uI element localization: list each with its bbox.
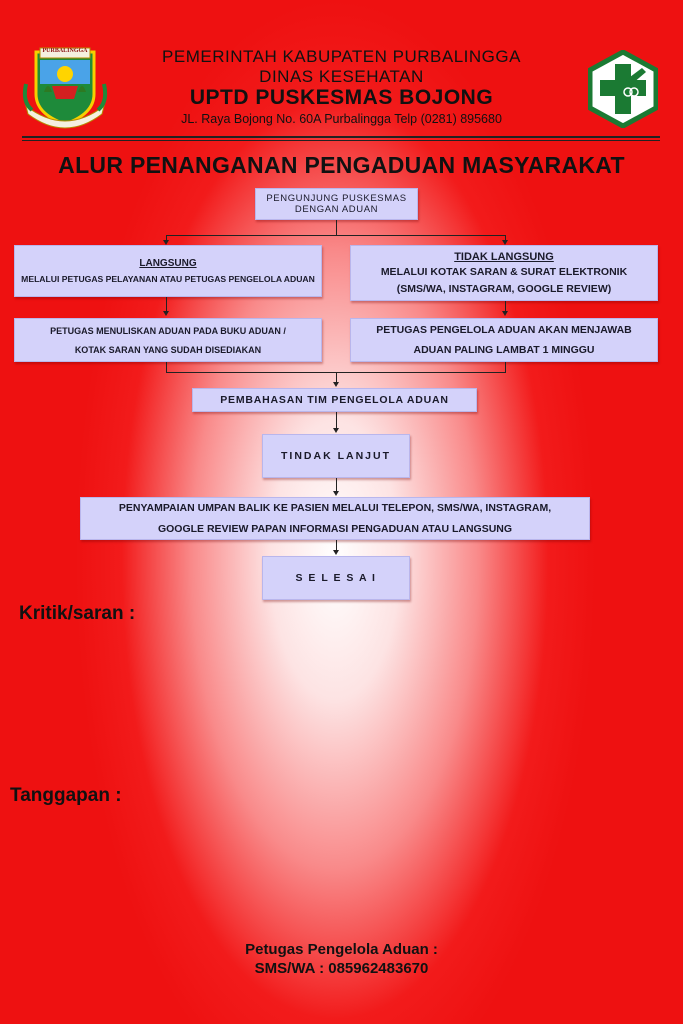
right-branch-desc-line1: MELALUI KOTAK SARAN & SURAT ELEKTRONIK: [380, 266, 628, 278]
arrow-icon: [333, 550, 339, 555]
arrow-icon: [163, 311, 169, 316]
crest-banner-text: PURBALINGGA: [42, 48, 88, 54]
header-divider: [22, 136, 660, 138]
page-title: ALUR PENANGANAN PENGADUAN MASYARAKAT: [58, 152, 625, 178]
flow-start-line1: PENGUNJUNG PUSKESMAS: [266, 193, 407, 204]
follow-up-box: [262, 434, 410, 478]
connector: [505, 362, 506, 372]
feedback-box: [80, 497, 590, 540]
discussion-box: [192, 388, 477, 412]
footer-line-1: Petugas Pengelola Aduan :: [245, 941, 438, 958]
header-line-2: DINAS KESEHATAN: [259, 67, 424, 86]
header-line-1: PEMERINTAH KABUPATEN PURBALINGGA: [162, 47, 521, 66]
left-branch-desc: MELALUI PETUGAS PELAYANAN ATAU PETUGAS PENGELOLA ADUAN: [21, 274, 315, 284]
end-box: [262, 556, 410, 600]
discussion-text: PEMBAHASAN TIM PENGELOLA ADUAN: [220, 394, 449, 406]
left-step-line2: KOTAK SARAN YANG SUDAH DISEDIAKAN: [74, 344, 262, 355]
arrow-icon: [333, 428, 339, 433]
connector: [336, 478, 337, 491]
left-step-line1: PETUGAS MENULISKAN ADUAN PADA BUKU ADUAN /: [50, 325, 286, 336]
follow-up-text: TINDAK LANJUT: [281, 450, 391, 462]
connector: [336, 220, 337, 235]
arrow-icon: [502, 311, 508, 316]
right-branch-desc-line2: (SMS/WA, INSTAGRAM, GOOGLE REVIEW): [396, 283, 612, 295]
header-address: JL. Raya Bojong No. 60A Purbalingga Telp (0281) 895680: [181, 112, 502, 126]
end-text: S E L E S A I: [295, 572, 377, 584]
right-step-line1: PETUGAS PENGELOLA ADUAN AKAN MENJAWAB: [376, 324, 632, 336]
flow-start-line2: DENGAN ADUAN: [294, 204, 379, 215]
connector: [505, 301, 506, 311]
footer-line-2: SMS/WA : 085962483670: [254, 960, 429, 977]
kritik-label: Kritik/saran :: [19, 603, 136, 624]
right-step-line2: ADUAN PALING LAMBAT 1 MINGGU: [413, 344, 595, 356]
feedback-line1: PENYAMPAIAN UMPAN BALIK KE PASIEN MELALUI TELEPON, SMS/WA, INSTAGRAM,: [118, 502, 552, 514]
left-step-box: [14, 318, 322, 362]
connector: [166, 235, 506, 236]
arrow-icon: [333, 382, 339, 387]
tanggapan-label: Tanggapan :: [10, 785, 122, 806]
connector: [166, 362, 167, 372]
flow-start-box: [255, 188, 418, 220]
connector: [336, 372, 337, 382]
left-branch-box: [14, 245, 322, 297]
left-branch-title: LANGSUNG: [139, 258, 197, 269]
connector: [166, 297, 167, 311]
connector: [336, 412, 337, 428]
connector: [336, 540, 337, 550]
arrow-icon: [333, 491, 339, 496]
feedback-line2: GOOGLE REVIEW PAPAN INFORMASI PENGADUAN ATAU LANGSUNG: [157, 523, 513, 535]
header-line-3: UPTD PUSKESMAS BOJONG: [189, 86, 494, 109]
header-divider-thin: [22, 140, 660, 141]
right-branch-box: [350, 245, 658, 301]
right-step-box: [350, 318, 658, 362]
right-branch-title: TIDAK LANGSUNG: [454, 251, 554, 263]
